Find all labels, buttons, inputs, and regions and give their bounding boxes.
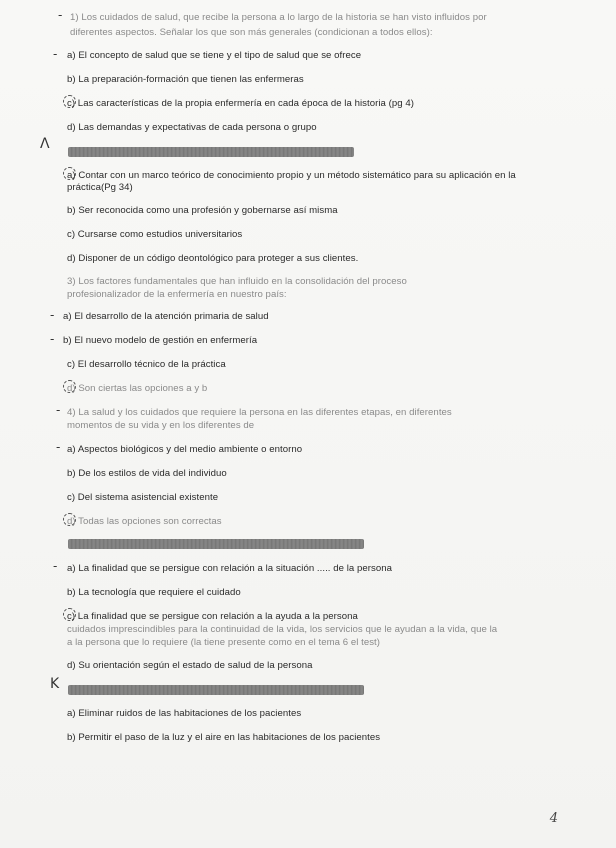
question-2-option-c: c) Cursarse como estudios universitarios xyxy=(67,229,243,240)
handwritten-dash-mark: - xyxy=(56,440,61,454)
question-1-option-d: d) Las demandas y expectativas de cada persona o grupo xyxy=(67,122,317,133)
redacted-question-5-stem xyxy=(68,539,364,549)
handwritten-dash-mark: - xyxy=(53,47,58,61)
handwritten-dash-mark: - xyxy=(50,308,55,322)
question-1-option-c: c) Las características de la propia enfermería en cada época de la historia (pg 4) xyxy=(67,98,414,109)
question-5-option-c-line-2: cuidados imprescindibles para la continuidad de la vida, los servicios que le ayudan a la vida, que la xyxy=(67,624,498,635)
handwritten-check-mark: K xyxy=(50,676,60,692)
question-5-option-d: d) Su orientación según el estado de salud de la persona xyxy=(67,660,313,671)
handwritten-dash-mark: - xyxy=(50,332,55,346)
question-2-option-a-line-2: práctica(Pg 34) xyxy=(67,182,133,193)
handwritten-dash-mark: - xyxy=(56,403,61,417)
redacted-question-2-stem xyxy=(68,147,354,157)
question-1-option-a: a) El concepto de salud que se tiene y el tipo de salud que se ofrece xyxy=(67,50,362,61)
question-3-option-b: b) El nuevo modelo de gestión en enfermería xyxy=(63,335,258,346)
handwritten-dash-mark: - xyxy=(58,8,63,22)
question-6-option-b: b) Permitir el paso de la luz y el aire en las habitaciones de los pacientes xyxy=(67,732,381,743)
question-3-stem-line-1: 3) Los factores fundamentales que han influido en la consolidación del proceso xyxy=(67,276,407,287)
question-5-option-b: b) La tecnología que requiere el cuidado xyxy=(67,587,241,598)
question-2-option-a-line-1: a) Contar con un marco teórico de conocimiento propio y un método sistemático para su aplicación en la xyxy=(67,170,516,181)
question-5-option-c-line-3: a la persona que lo requiere (la tiene presente como en el tema 6 el test) xyxy=(67,637,381,648)
page-number: 4 xyxy=(549,811,558,826)
question-5-option-c-line-1: c) La finalidad que se persigue con relación a la ayuda a la persona xyxy=(67,611,358,622)
question-1-stem-line-2: diferentes aspectos. Señalar los que son más generales (condicionan a todos ellos): xyxy=(70,27,433,38)
question-4-option-b: b) De los estilos de vida del individuo xyxy=(67,468,227,479)
question-4-option-d: d) Todas las opciones son correctas xyxy=(67,516,222,527)
question-4-stem-line-1: 4) La salud y los cuidados que requiere la persona en las diferentes etapas, en diferentes xyxy=(67,407,452,418)
question-5-option-a: a) La finalidad que se persigue con relación a la situación ..... de la persona xyxy=(67,563,393,574)
question-3-option-a: a) El desarrollo de la atención primaria de salud xyxy=(63,311,269,322)
question-4-option-c: c) Del sistema asistencial existente xyxy=(67,492,219,503)
question-3-stem-line-2: profesionalizador de la enfermería en nuestro país: xyxy=(67,289,287,300)
question-2-option-b: b) Ser reconocida como una profesión y gobernarse así misma xyxy=(67,205,338,216)
question-3-option-c: c) El desarrollo técnico de la práctica xyxy=(67,359,226,370)
question-1-option-b: b) La preparación-formación que tienen las enfermeras xyxy=(67,74,304,85)
question-4-stem-line-2: momentos de su vida y en los diferentes de xyxy=(67,420,255,431)
handwritten-dash-mark: - xyxy=(53,559,58,573)
redacted-question-6-stem xyxy=(68,685,364,695)
question-4-option-a: a) Aspectos biológicos y del medio ambiente o entorno xyxy=(67,444,303,455)
question-6-option-a: a) Eliminar ruidos de las habitaciones de los pacientes xyxy=(67,708,302,719)
question-1-stem-line-1: 1) Los cuidados de salud, que recibe la persona a lo largo de la historia se han visto influidos por xyxy=(70,12,487,23)
question-3-option-d: d) Son ciertas las opciones a y b xyxy=(67,383,208,394)
question-2-option-d: d) Disponer de un código deontológico para proteger a sus clientes. xyxy=(67,253,359,264)
handwritten-check-mark: Λ xyxy=(40,136,50,152)
